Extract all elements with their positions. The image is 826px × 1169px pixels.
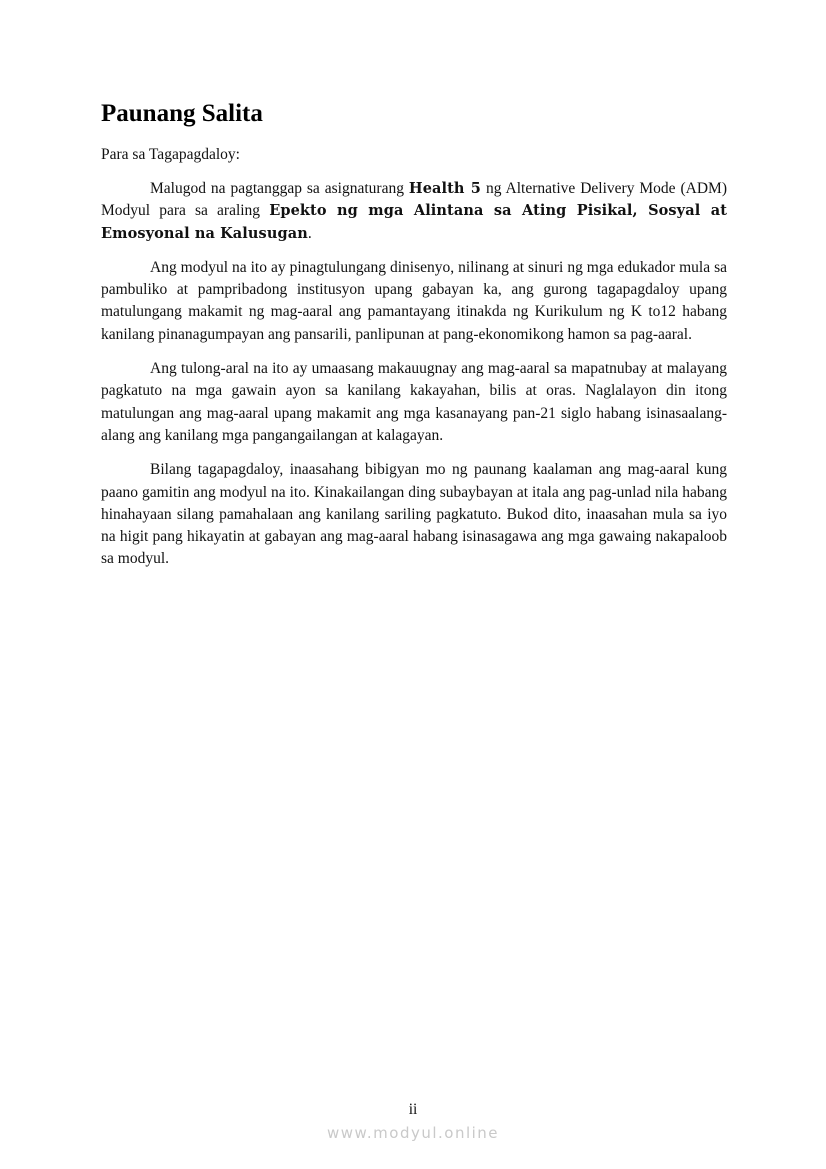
salutation: Para sa Tagapagdaloy: xyxy=(101,146,240,163)
page-number: ii xyxy=(408,1101,418,1118)
paragraph-module-design: Ang modyul na ito ay pinagtulungang dinisenyo, nilinang at sinuri ng mga edukador mula sa pambuliko at pampribadong institusyon upang gabayan ka, ang gurong tagapagdaloy upang matulungang makamit ng mag-aaral ang pamantayang itinakda ng Kurikulum ng K to12 habang kanilang pinanagumpayan ang pansarili, panlipunan at pang-ekonomikong hamon sa pag-aaral. xyxy=(101,258,727,343)
lesson-title: Epekto ng mga Alintana sa Ating Pisikal, Sosyal at Emosyonal na Kalusugan xyxy=(101,202,727,242)
paragraph-learning-aid: Ang tulong-aral na ito ay umaasang makauugnay ang mag-aaral sa mapatnubay at malayang pagkatuto na mga gawain ayon sa kanilang kakayahan, bilis at oras. Naglalayon din itong matulungan ang mag-aaral upang makamit ang mga kasanayang pan-21 siglo habang isinasaalang-alang ang kanilang mga pangangailangan at kalagayan. xyxy=(101,360,727,444)
subject-name: Health 5 xyxy=(408,180,481,197)
paragraph-welcome xyxy=(101,178,727,245)
paragraph-text: Malugod na pagtanggap sa asignaturang xyxy=(150,180,409,197)
watermark: www.modyul.online xyxy=(326,1124,500,1142)
paragraph-text: ng Alternative Delivery Mode (ADM) Modyul para sa araling xyxy=(101,180,727,220)
paragraph-text: . xyxy=(307,224,312,242)
paragraph-facilitator-role: Bilang tagapagdaloy, inaasahang bibigyan mo ng paunang kaalaman ang mag-aaral kung paano gamitin ang modyul na ito. Kinakailangan ding subaybayan at itala ang pag-unlad nila habang hinahayaan silang pamahalaan ang kanilang sariling pagkatuto. Bukod dito, inaasahan mula sa iyo na higit pang hikayatin at gabayan ang mag-aaral habang isinasagawa ang mga gawaing nakapaloob sa modyul. xyxy=(101,461,727,568)
page-title: Paunang Salita xyxy=(101,100,263,127)
page-content xyxy=(101,98,727,583)
